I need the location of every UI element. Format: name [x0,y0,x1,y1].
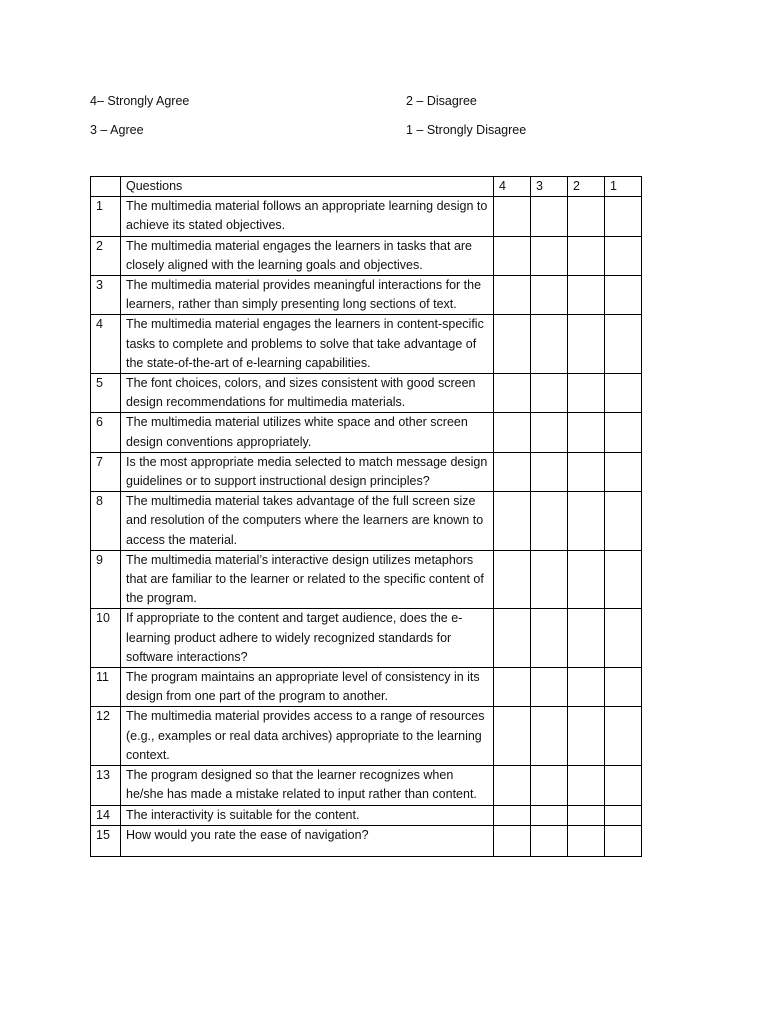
header-number [91,177,121,197]
question-text: The multimedia material provides access to a range of resources (e.g., examples or real data archives) appropriate to the learning context. [121,707,494,766]
rating-cell-2[interactable] [568,492,605,551]
rating-cell-4[interactable] [494,452,531,491]
rating-cell-2[interactable] [568,236,605,275]
rating-cell-2[interactable] [568,550,605,609]
rating-cell-1[interactable] [605,550,642,609]
rating-cell-1[interactable] [605,413,642,452]
question-text: The font choices, colors, and sizes consistent with good screen design recommendations for multimedia materials. [121,374,494,413]
legend-agree: 3 – Agree [90,123,144,137]
rating-cell-1[interactable] [605,805,642,825]
rating-cell-4[interactable] [494,707,531,766]
header-rating-3: 3 [531,177,568,197]
row-number: 3 [91,276,121,315]
rating-cell-3[interactable] [531,492,568,551]
table-row [91,766,642,805]
rating-cell-4[interactable] [494,766,531,805]
rating-cell-4[interactable] [494,825,531,856]
rating-cell-3[interactable] [531,609,568,668]
rating-cell-3[interactable] [531,550,568,609]
table-row [91,805,642,825]
row-number: 14 [91,805,121,825]
table-row [91,550,642,609]
rating-cell-4[interactable] [494,492,531,551]
rating-cell-4[interactable] [494,609,531,668]
rating-cell-1[interactable] [605,315,642,374]
rating-cell-1[interactable] [605,668,642,707]
rating-cell-4[interactable] [494,805,531,825]
rating-cell-2[interactable] [568,668,605,707]
question-text: If appropriate to the content and target audience, does the e-learning product adhere to widely recognized standards for software interactions? [121,609,494,668]
question-text: The program designed so that the learner recognizes when he/she has made a mistake related to input rather than content. [121,766,494,805]
rating-cell-3[interactable] [531,236,568,275]
rating-cell-3[interactable] [531,766,568,805]
header-questions: Questions [121,177,494,197]
table-row [91,452,642,491]
legend-disagree: 2 – Disagree [406,94,477,108]
row-number: 9 [91,550,121,609]
rating-cell-2[interactable] [568,413,605,452]
rating-cell-3[interactable] [531,315,568,374]
rating-cell-1[interactable] [605,276,642,315]
header-rating-2: 2 [568,177,605,197]
rating-cell-3[interactable] [531,413,568,452]
rating-cell-4[interactable] [494,374,531,413]
header-rating-4: 4 [494,177,531,197]
rating-cell-3[interactable] [531,452,568,491]
rating-cell-4[interactable] [494,315,531,374]
question-text: The multimedia material utilizes white space and other screen design conventions appropriately. [121,413,494,452]
table-row [91,374,642,413]
rating-cell-1[interactable] [605,374,642,413]
rating-cell-3[interactable] [531,668,568,707]
rating-cell-3[interactable] [531,707,568,766]
question-text: How would you rate the ease of navigation? [121,825,494,856]
rating-cell-1[interactable] [605,452,642,491]
row-number: 11 [91,668,121,707]
rating-cell-4[interactable] [494,197,531,236]
row-number: 10 [91,609,121,668]
rating-cell-2[interactable] [568,452,605,491]
row-number: 8 [91,492,121,551]
header-rating-1: 1 [605,177,642,197]
rating-cell-1[interactable] [605,609,642,668]
row-number: 2 [91,236,121,275]
row-number: 12 [91,707,121,766]
table-row [91,315,642,374]
table-body [91,197,642,857]
question-text: The program maintains an appropriate level of consistency in its design from one part of the program to another. [121,668,494,707]
row-number: 7 [91,452,121,491]
rating-cell-1[interactable] [605,197,642,236]
rating-cell-1[interactable] [605,236,642,275]
table-row [91,236,642,275]
rating-cell-4[interactable] [494,668,531,707]
legend-strongly-disagree: 1 – Strongly Disagree [406,123,527,137]
rating-cell-3[interactable] [531,825,568,856]
question-text: The multimedia material provides meaningful interactions for the learners, rather than simply presenting long sections of text. [121,276,494,315]
rating-cell-2[interactable] [568,609,605,668]
table-row [91,197,642,236]
rating-cell-1[interactable] [605,707,642,766]
rating-cell-2[interactable] [568,766,605,805]
rating-cell-2[interactable] [568,805,605,825]
rating-cell-2[interactable] [568,315,605,374]
rating-cell-3[interactable] [531,197,568,236]
question-text: Is the most appropriate media selected to match message design guidelines or to support instructional design principles? [121,452,494,491]
table-row [91,276,642,315]
rating-cell-4[interactable] [494,550,531,609]
question-text: The multimedia material takes advantage of the full screen size and resolution of the computers where the learners are known to access the material. [121,492,494,551]
evaluation-table [90,176,642,857]
question-text: The multimedia material’s interactive design utilizes metaphors that are familiar to the learner or related to the specific content of the program. [121,550,494,609]
rating-cell-2[interactable] [568,374,605,413]
row-number: 1 [91,197,121,236]
row-number: 5 [91,374,121,413]
rating-cell-2[interactable] [568,276,605,315]
table-row [91,413,642,452]
legend-strongly-agree: 4– Strongly Agree [90,94,190,108]
rating-cell-4[interactable] [494,276,531,315]
question-text: The interactivity is suitable for the content. [121,805,494,825]
row-number: 13 [91,766,121,805]
row-number: 6 [91,413,121,452]
question-text: The multimedia material follows an appropriate learning design to achieve its stated objectives. [121,197,494,236]
rating-cell-3[interactable] [531,805,568,825]
rating-cell-2[interactable] [568,197,605,236]
row-number: 4 [91,315,121,374]
table-row [91,609,642,668]
table-row [91,492,642,551]
rating-cell-2[interactable] [568,707,605,766]
table-header-row [91,177,642,197]
rating-cell-4[interactable] [494,236,531,275]
rating-cell-2[interactable] [568,825,605,856]
rating-cell-3[interactable] [531,276,568,315]
table-row [91,825,642,856]
rating-cell-1[interactable] [605,766,642,805]
table-row [91,707,642,766]
row-number: 15 [91,825,121,856]
question-text: The multimedia material engages the learners in content-specific tasks to complete and problems to solve that take advantage of the state-of-the-art of e-learning capabilities. [121,315,494,374]
rating-cell-3[interactable] [531,374,568,413]
rating-cell-1[interactable] [605,492,642,551]
question-text: The multimedia material engages the learners in tasks that are closely aligned with the learning goals and objectives. [121,236,494,275]
rating-cell-4[interactable] [494,413,531,452]
rating-cell-1[interactable] [605,825,642,856]
table-row [91,668,642,707]
